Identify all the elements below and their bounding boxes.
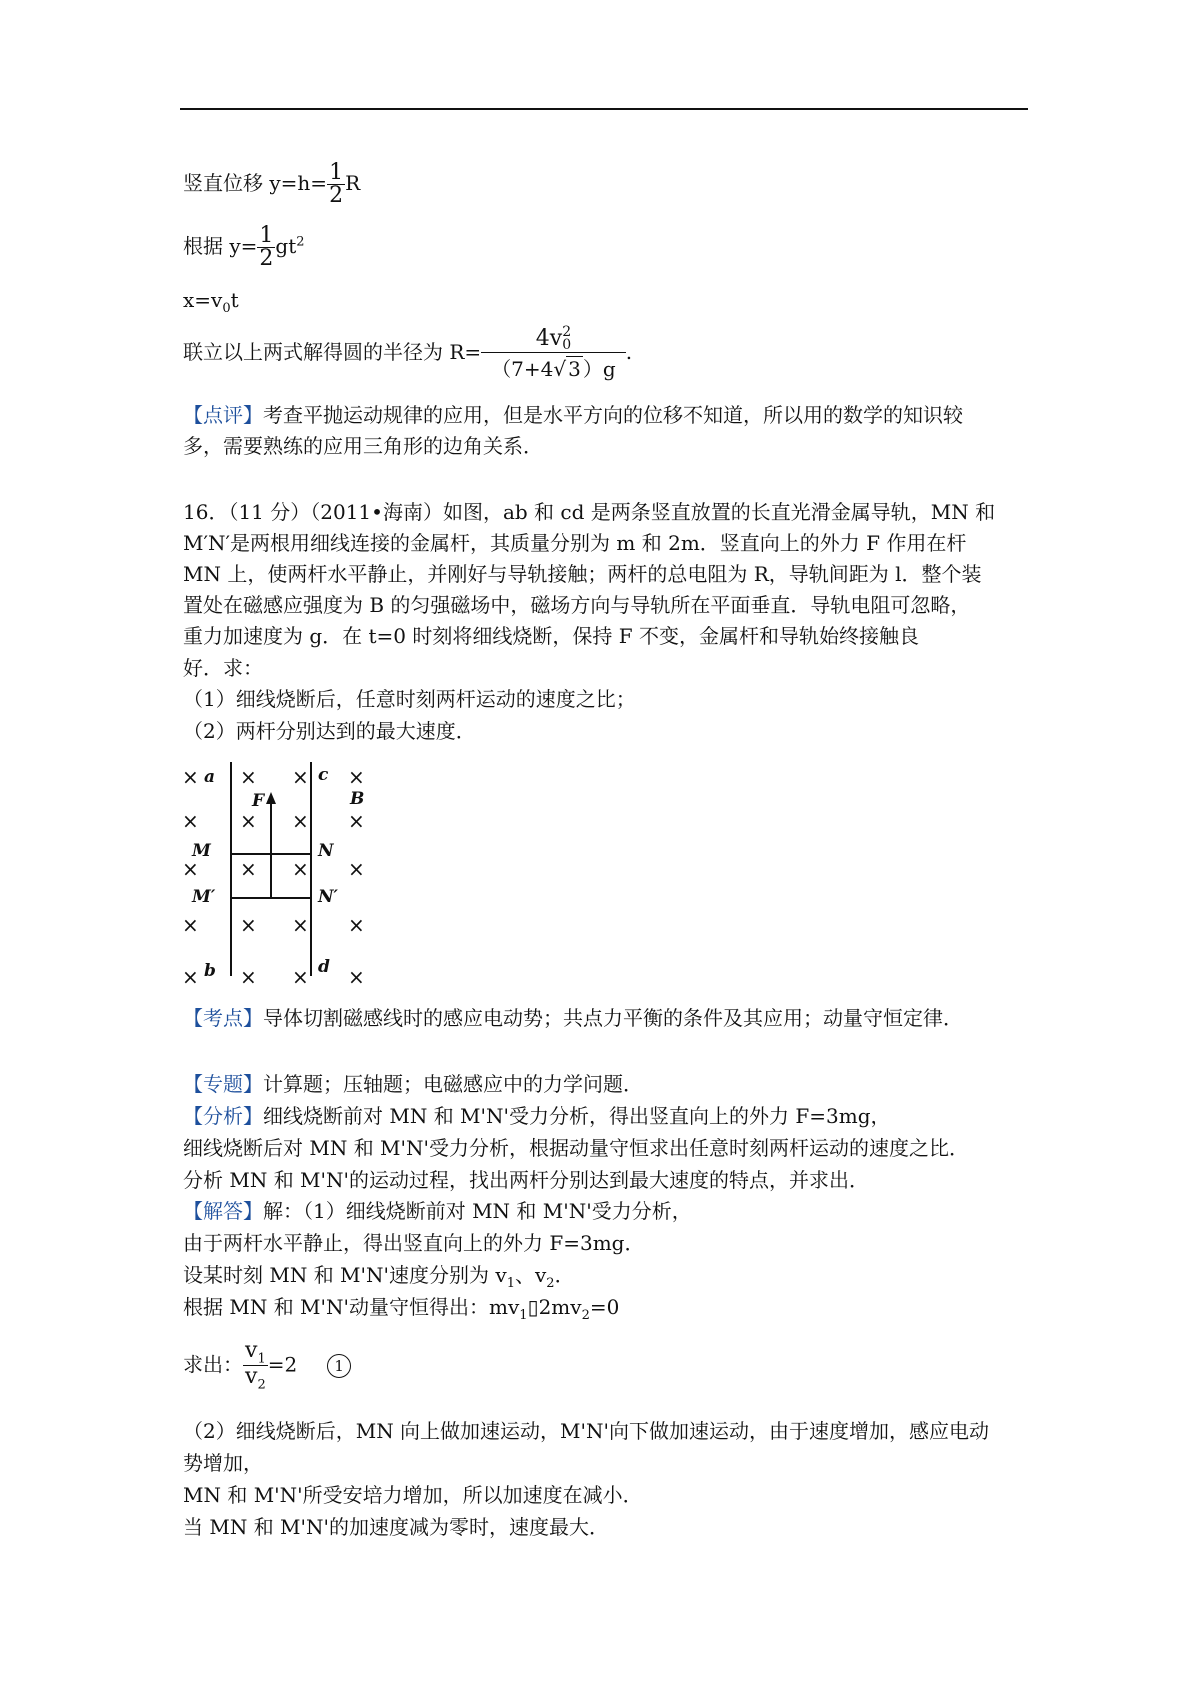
cross-mark: ×: [292, 965, 309, 988]
comment-line-1: 【点评】考查平抛运动规律的应用，但是水平方向的位移不知道，所以用的数学的知识较: [183, 403, 963, 427]
cross-mark: ×: [348, 965, 365, 988]
cross-mark: ×: [240, 965, 257, 988]
fraction-half: $\frac{1}{2}$: [329, 160, 344, 208]
jieda-line-4: 根据 MN 和 M'N'动量守恒得出：$mv_1▯2mv_2=0$: [183, 1295, 620, 1323]
rails-diagram: [178, 756, 378, 988]
zhuanti-line: 【专题】计算题；压轴题；电磁感应中的力学问题．: [183, 1072, 643, 1096]
label-c: c: [318, 765, 329, 785]
question-16-line-1: 16．（11 分）（2011•海南）如图，ab 和 cd 是两条竖直放置的长直光滑金属导轨，MN 和: [183, 500, 996, 524]
fenxi-line-2: 细线烧断后对 MN 和 M'N'受力分析，根据动量守恒求出任意时刻两杆运动的速度之比．: [183, 1136, 970, 1160]
cross-mark: ×: [240, 765, 257, 789]
arrow-head-icon: [266, 792, 276, 804]
cross-mark: ×: [182, 809, 199, 833]
part2-line-3: MN 和 M'N'所受安培力增加，所以加速度在减小．: [183, 1483, 643, 1507]
fraction-velocity-ratio: $\frac{v_1}{v_2}$: [245, 1338, 266, 1393]
label-M-prime: M′: [192, 887, 216, 907]
jieda-line-3: 设某时刻 MN 和 M'N'速度分别为 $v_1$、$v_2$．: [183, 1263, 575, 1291]
header-rule: [180, 108, 1028, 110]
cross-mark: ×: [348, 913, 365, 937]
cross-mark: ×: [348, 765, 365, 789]
question-16-line-5: 重力加速度为 g．在 t=0 时刻将细线烧断，保持 F 不变，金属杆和导轨始终接触良: [183, 624, 919, 648]
comment-line-2: 多，需要熟练的应用三角形的边角关系．: [183, 434, 543, 458]
fenxi-line-3: 分析 MN 和 M'N'的运动过程，找出两杆分别达到最大速度的特点，并求出．: [183, 1168, 870, 1192]
tag-jieda: 【解答】: [183, 1199, 263, 1223]
label-M: M: [192, 841, 211, 861]
question-16-line-6: 好．求：: [183, 656, 263, 680]
fraction-half: $\frac{1}{2}$: [259, 223, 274, 271]
question-16-line-3: MN 上，使两杆水平静止，并刚好与导轨接触；两杆的总电阻为 R，导轨间距为 l．整个装: [183, 562, 982, 586]
cross-mark: ×: [182, 913, 199, 937]
part2-line-4: 当 MN 和 M'N'的加速度减为零时，速度最大．: [183, 1515, 610, 1539]
velocity-ratio-line: 求出： $\frac{v_1}{v_2}$ =2 1: [183, 1340, 351, 1392]
cross-mark: ×: [240, 913, 257, 937]
line-x-formula: $x=v_0t$: [183, 288, 239, 316]
circled-number-one: 1: [327, 1354, 351, 1378]
cross-mark: ×: [348, 809, 365, 833]
cross-mark: ×: [182, 765, 199, 789]
label-F: F: [252, 791, 265, 811]
label-a: a: [204, 767, 216, 787]
jieda-line-1: 【解答】解：（1）细线烧断前对 MN 和 M'N'受力分析，: [183, 1199, 692, 1223]
cross-mark: ×: [240, 809, 257, 833]
cross-mark: ×: [292, 857, 309, 881]
tag-kaodian: 【考点】: [183, 1006, 263, 1030]
jieda-line-2: 由于两杆水平静止，得出竖直向上的外力 F=3mg．: [183, 1231, 645, 1255]
question-16-line-2: M′N′是两根用细线连接的金属杆，其质量分别为 m 和 2m．竖直向上的外力 F 作用在杆: [183, 531, 967, 555]
cross-mark: ×: [292, 913, 309, 937]
label-B: B: [350, 789, 365, 809]
line-y-formula: 根据 y= $\frac{1}{2}$ $gt^2$: [183, 223, 305, 271]
question-16-line-4: 置处在磁感应强度为 B 的匀强磁场中，磁场方向与导轨所在平面垂直．导轨电阻可忽略，: [183, 593, 971, 617]
label-N-prime: N′: [318, 887, 339, 907]
tag-comment: 【点评】: [183, 403, 263, 427]
cross-mark: ×: [348, 857, 365, 881]
cross-mark: ×: [182, 857, 199, 881]
part2-line-2: 势增加，: [183, 1451, 263, 1475]
part2-line-1: （2）细线烧断后，MN 向上做加速运动，M'N'向下做加速运动，由于速度增加，感应电动: [183, 1419, 990, 1443]
line-radius-result: 联立以上两式解得圆的半径为 R= 4v 2 0 （7+4√ 3 ）g .: [183, 324, 633, 382]
cross-mark: ×: [182, 965, 199, 988]
cross-mark: ×: [240, 857, 257, 881]
line-vertical-displacement: 竖直位移 y=h= $\frac{1}{2}$ R: [183, 160, 361, 208]
tag-fenxi: 【分析】: [183, 1104, 263, 1128]
tag-zhuanti: 【专题】: [183, 1072, 263, 1096]
question-16-part-1: （1）细线烧断后，任意时刻两杆运动的速度之比；: [183, 687, 636, 711]
fenxi-line-1: 【分析】细线烧断前对 MN 和 M'N'受力分析，得出竖直向上的外力 F=3mg，: [183, 1104, 891, 1128]
question-16-part-2: （2）两杆分别达到的最大速度．: [183, 719, 476, 743]
cross-mark: ×: [292, 809, 309, 833]
fraction-radius: 4v 2 0 （7+4√ 3 ）g: [481, 326, 626, 381]
cross-mark: ×: [292, 765, 309, 789]
kaodian-line: 【考点】导体切割磁感线时的感应电动势；共点力平衡的条件及其应用；动量守恒定律．: [183, 1006, 963, 1030]
label-N: N: [318, 841, 334, 861]
label-b: b: [204, 961, 216, 981]
label-d: d: [318, 957, 330, 977]
